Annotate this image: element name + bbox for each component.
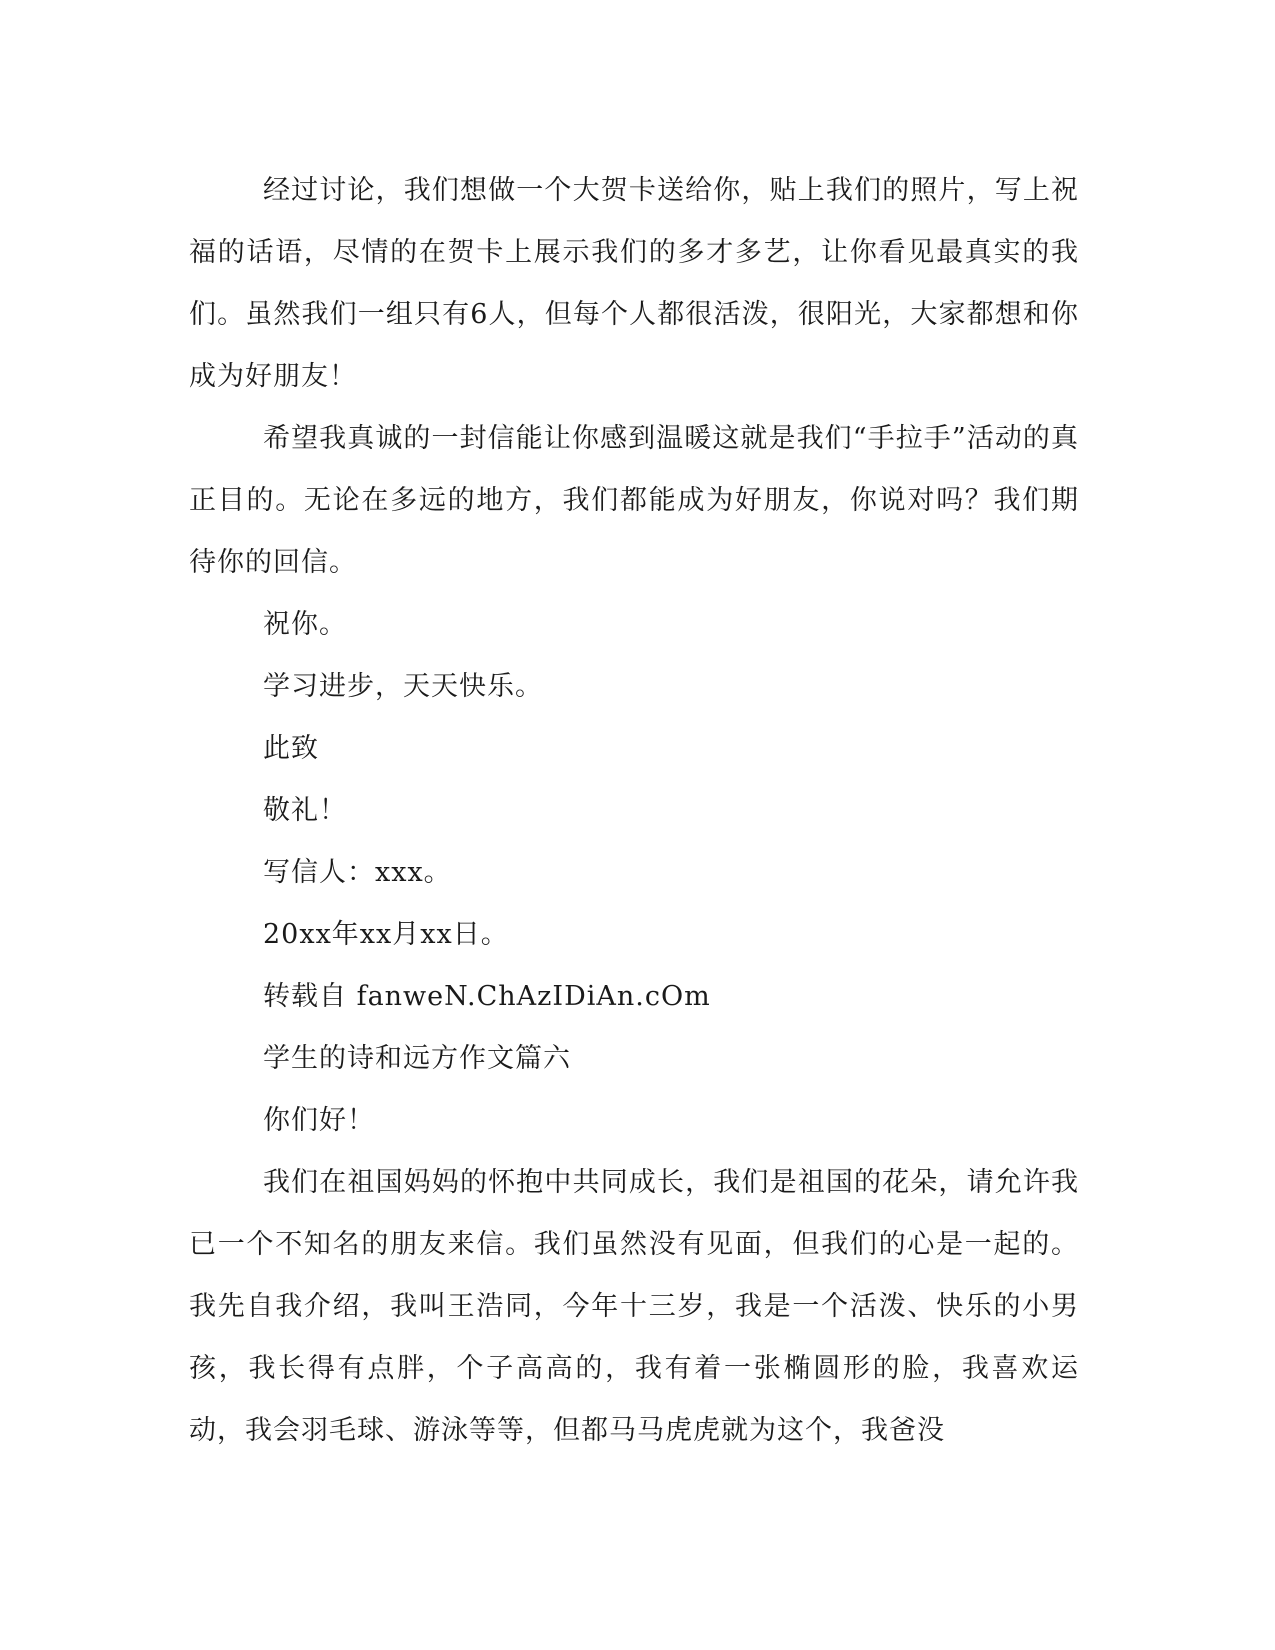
- document-body: [189, 160, 1079, 1462]
- closing-salutation: 此致: [263, 733, 319, 764]
- paragraph-hope: 希望我真诚的一封信能让你感到温暖这就是我们“手拉手”活动的真正目的。无论在多远的地方，我们都能成为好朋友，你说对吗？我们期待你的回信。: [189, 423, 1079, 578]
- section-title: 学生的诗和远方作文篇六: [263, 1043, 571, 1074]
- source-note: 转载自 fanweN.ChAzIDiAn.cOm: [263, 981, 711, 1012]
- closing-wish-content: 学习进步，天天快乐。: [263, 671, 543, 702]
- closing-respect: 敬礼！: [263, 795, 347, 826]
- closing-wish: 祝你。: [263, 609, 347, 640]
- letter-author: 写信人：xxx。: [263, 857, 452, 888]
- letter-greeting: 你们好！: [263, 1105, 375, 1136]
- paragraph-introduction: 我们在祖国妈妈的怀抱中共同成长，我们是祖国的花朵，请允许我已一个不知名的朋友来信。我们虽然没有见面，但我们的心是一起的。我先自我介绍，我叫王浩同，今年十三岁，我是一个活泼、快乐的小男孩，我长得有点胖，个子高高的，我有着一张椭圆形的脸，我喜欢运动，我会羽毛球、游泳等等，但都马马虎虎就为这个，我爸没: [189, 1167, 1079, 1446]
- paragraph-greeting-card: 经过讨论，我们想做一个大贺卡送给你，贴上我们的照片，写上祝福的话语，尽情的在贺卡上展示我们的多才多艺，让你看见最真实的我们。虽然我们一组只有6人，但每个人都很活泼，很阳光，大家都想和你成为好朋友！: [189, 175, 1079, 392]
- letter-date: 20xx年xx月xx日。: [263, 919, 509, 950]
